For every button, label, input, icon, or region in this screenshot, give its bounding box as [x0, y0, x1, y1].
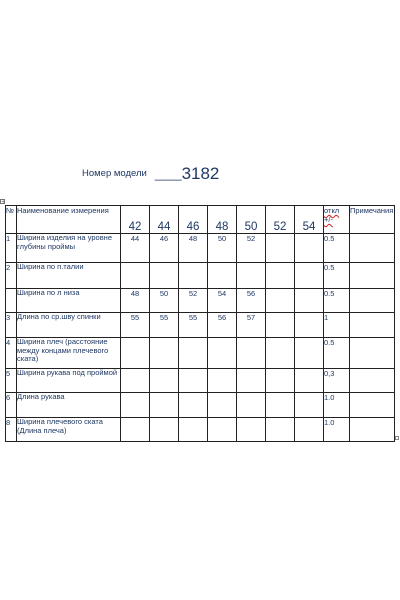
tolerance-value: 0.5 — [324, 263, 350, 289]
header-size-54: 54 — [295, 206, 324, 234]
table-row — [6, 313, 395, 338]
notes-value — [350, 338, 395, 369]
table-body — [6, 234, 395, 442]
tolerance-value: 1.0 — [324, 418, 350, 442]
table-move-handle-icon[interactable]: + — [1, 199, 6, 205]
measurement-name: Ширина изделия на уровне глубины проймы — [17, 234, 121, 263]
header-size-44: 44 — [150, 206, 179, 234]
header-size-48: 48 — [208, 206, 237, 234]
measurement-table — [5, 205, 395, 442]
header-notes: Примечания — [350, 206, 395, 234]
notes-value — [350, 263, 395, 289]
tolerance-value: 0.5 — [324, 234, 350, 263]
table-row — [6, 338, 395, 369]
table-row — [6, 234, 395, 263]
row-number: 8 — [6, 418, 17, 442]
size-value-46: 48 — [179, 234, 208, 263]
size-value-48 — [208, 338, 237, 369]
table-row — [6, 369, 395, 393]
table-row — [6, 418, 395, 442]
size-value-54 — [295, 369, 324, 393]
header-name: Наименование измерения — [17, 206, 121, 234]
notes-value — [350, 234, 395, 263]
header-size-52: 52 — [266, 206, 295, 234]
measurement-name: Длина по ср.шву спинки — [17, 313, 121, 338]
size-value-44 — [150, 393, 179, 418]
table-row — [6, 263, 395, 289]
row-number: 6 — [6, 393, 17, 418]
header-size-50: 50 — [237, 206, 266, 234]
size-value-44 — [150, 263, 179, 289]
size-value-48: 50 — [208, 234, 237, 263]
size-value-42 — [121, 369, 150, 393]
size-value-44 — [150, 369, 179, 393]
tolerance-value: 1.0 — [324, 393, 350, 418]
header-size-46: 46 — [179, 206, 208, 234]
size-value-48 — [208, 418, 237, 442]
table-row — [6, 289, 395, 313]
size-value-52 — [266, 369, 295, 393]
size-value-48: 56 — [208, 313, 237, 338]
size-value-50: 56 — [237, 289, 266, 313]
size-value-52 — [266, 234, 295, 263]
notes-value — [350, 313, 395, 338]
size-value-54 — [295, 313, 324, 338]
measurement-name: Ширина плечевого ската (Длина плеча) — [17, 418, 121, 442]
size-value-46 — [179, 393, 208, 418]
size-value-48: 54 — [208, 289, 237, 313]
size-value-50 — [237, 338, 266, 369]
header-tolerance: откл +/- — [324, 206, 350, 234]
size-value-52 — [266, 393, 295, 418]
model-number-blank: ____ — [154, 167, 182, 181]
size-value-50: 57 — [237, 313, 266, 338]
notes-value — [350, 369, 395, 393]
row-number — [6, 289, 17, 313]
measurement-name: Ширина по п.талии — [17, 263, 121, 289]
header-size-42: 42 — [121, 206, 150, 234]
table-header-row — [6, 206, 395, 234]
size-value-46: 55 — [179, 313, 208, 338]
model-number-value: 3182 — [181, 164, 220, 183]
size-value-48 — [208, 393, 237, 418]
size-value-52 — [266, 338, 295, 369]
size-value-50 — [237, 418, 266, 442]
size-value-54 — [295, 289, 324, 313]
header-num: № — [6, 206, 17, 234]
size-value-54 — [295, 234, 324, 263]
size-value-42 — [121, 263, 150, 289]
size-value-52 — [266, 418, 295, 442]
size-value-50 — [237, 393, 266, 418]
model-number-label: Номер модели — [82, 168, 147, 179]
measurement-name: Ширина по л низа — [17, 289, 121, 313]
notes-value — [350, 418, 395, 442]
measurement-name: Ширина рукава под проймой — [17, 369, 121, 393]
tolerance-value: 1 — [324, 313, 350, 338]
table-resize-handle-icon[interactable] — [395, 436, 399, 440]
size-value-42 — [121, 418, 150, 442]
size-value-44: 50 — [150, 289, 179, 313]
row-number: 2 — [6, 263, 17, 289]
notes-value — [350, 393, 395, 418]
tolerance-value: 0.5 — [324, 338, 350, 369]
row-number: 5 — [6, 369, 17, 393]
size-value-54 — [295, 263, 324, 289]
size-value-54 — [295, 338, 324, 369]
size-value-48 — [208, 263, 237, 289]
size-value-42: 55 — [121, 313, 150, 338]
row-number: 3 — [6, 313, 17, 338]
size-value-50 — [237, 369, 266, 393]
size-value-46: 52 — [179, 289, 208, 313]
size-value-52 — [266, 289, 295, 313]
size-value-42 — [121, 393, 150, 418]
size-value-46 — [179, 369, 208, 393]
size-value-44 — [150, 338, 179, 369]
size-value-44: 55 — [150, 313, 179, 338]
size-value-44 — [150, 418, 179, 442]
size-value-52 — [266, 313, 295, 338]
size-value-48 — [208, 369, 237, 393]
size-value-50: 52 — [237, 234, 266, 263]
size-value-42 — [121, 338, 150, 369]
measurement-name: Длина рукава — [17, 393, 121, 418]
size-value-46 — [179, 263, 208, 289]
tolerance-value: 0.5 — [324, 289, 350, 313]
size-value-46 — [179, 418, 208, 442]
size-value-44: 46 — [150, 234, 179, 263]
table-row — [6, 393, 395, 418]
size-value-54 — [295, 418, 324, 442]
tolerance-value: 0,3 — [324, 369, 350, 393]
row-number: 1 — [6, 234, 17, 263]
notes-value — [350, 289, 395, 313]
size-value-42: 44 — [121, 234, 150, 263]
size-value-54 — [295, 393, 324, 418]
size-value-42: 48 — [121, 289, 150, 313]
size-value-52 — [266, 263, 295, 289]
size-value-46 — [179, 338, 208, 369]
row-number: 4 — [6, 338, 17, 369]
model-number-line — [82, 160, 219, 182]
size-value-50 — [237, 263, 266, 289]
measurement-name: Ширина плеч (расстояние между концами плечевого ската) — [17, 338, 121, 369]
